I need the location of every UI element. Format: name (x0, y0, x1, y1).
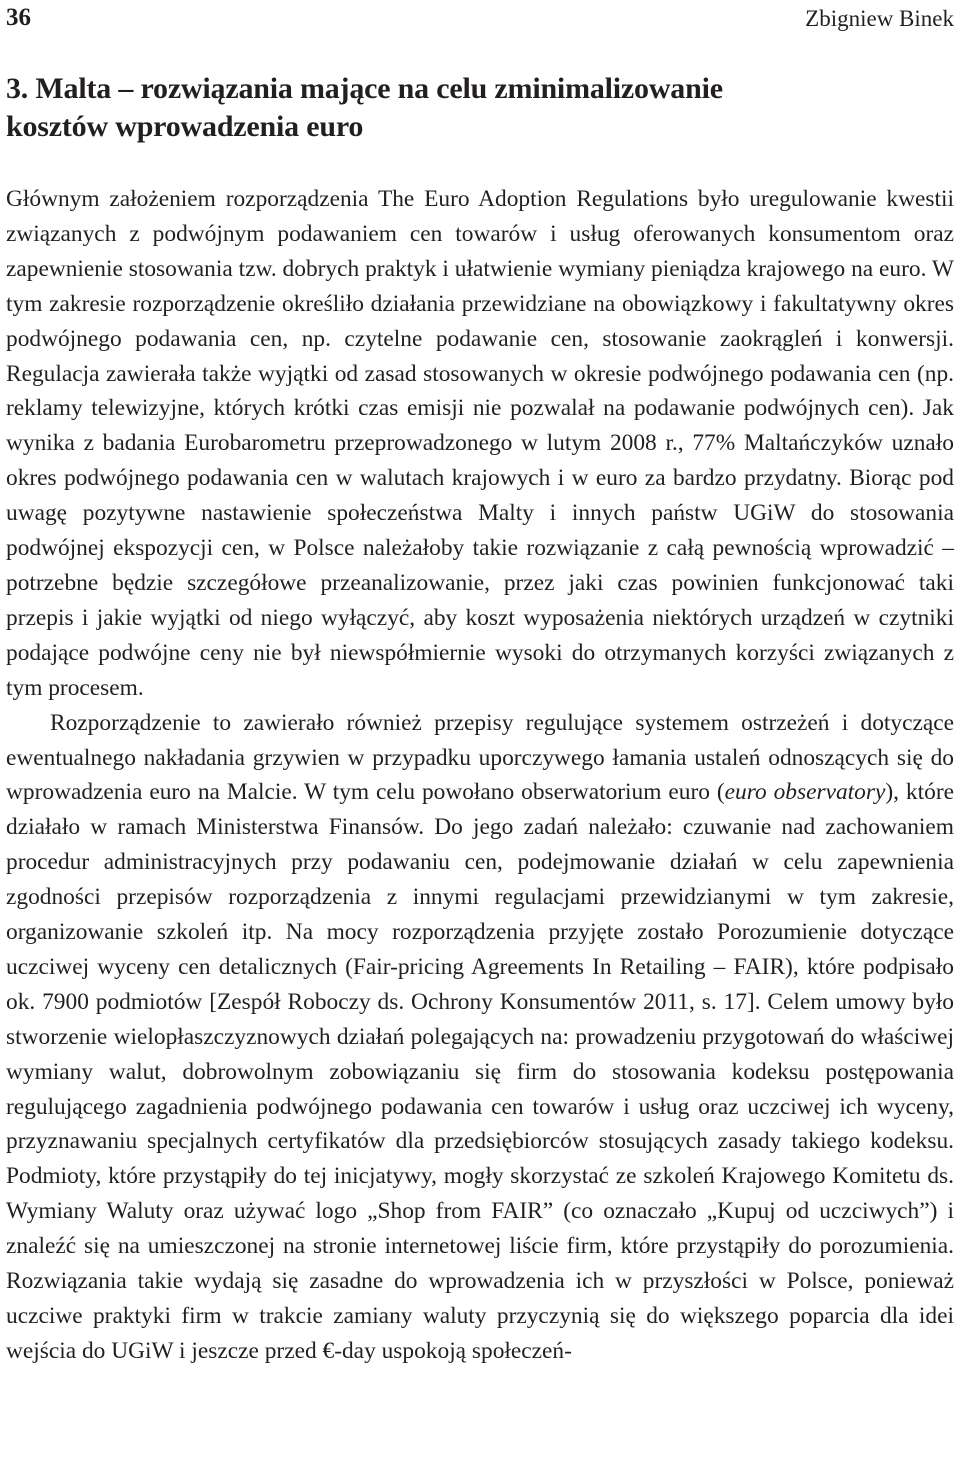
running-head (6, 0, 954, 38)
paragraph-2-part-1: Rozporządzenie to zawierało również przepisy regulujące systemem ostrzeżeń i dotyczące ewentualnego nakładania grzywien w przypadku uporczywego łamania ustaleń odnoszących się do wprowadzenia euro na Malcie. W tym celu powołano obserwatorium euro ( (6, 709, 954, 806)
section-heading-line-2: kosztów wprowadzenia euro (6, 110, 364, 143)
document-page (6, 0, 954, 1369)
paragraph-2-italic-term: euro observatory (724, 779, 886, 806)
body-text (6, 182, 954, 1369)
paragraph-2-part-2: ), które działało w ramach Ministerstwa Finansów. Do jego zadań należało: czuwanie nad zachowaniem procedur administracyjnych przy podawaniu cen, podejmowanie działań w celu zapewnienia zgodności przepisów rozporządzenia z innymi regulacjami przewidzianymi w tym zakresie, organizowanie szkoleń itp. Na mocy rozporządzenia przyjęte zostało Porozumienie dotyczące uczciwej wyceny cen detalicznych (Fair-pricing Agreements In Retailing – FAIR), które podpisało ok. 7900 podmiotów [Zespół Roboczy ds. Ochrony Konsumentów 2011, s. 17]. Celem umowy było stworzenie wielopłaszczyznowych działań polegających na: prowadzeniu przygotowań do właściwej wymiany walut, dobrowolnym zobowiązaniu się firm do stosowania kodeksu postępowania regulującego zagadnienia podwójnego podawania cen towarów i usług oraz uczciwej ich wyceny, przyznawaniu specjalnych certyfikatów dla przedsiębiorców stosujących zasady takiego kodeksu. Podmioty, które przystąpiły do tej inicjatywy, mogły skorzystać ze szkoleń Krajowego Komitetu ds. Wymiany Waluty oraz używać logo „Shop from FAIR” (co oznaczało „Kupuj od uczciwych”) i znaleźć się na umieszczonej na stronie internetowej liście firm, które przystąpiły do porozumienia. Rozwiązania takie wydają się zasadne do wprowadzenia ich w przyszłości w Polsce, ponieważ uczciwe praktyki firm w trakcie zamiany waluty przyczynią się do większego poparcia dla idei wejścia do UGiW i jeszcze przed €-day uspokoją społeczeń- (6, 779, 954, 1364)
section-heading-line-1: 3. Malta – rozwiązania mające na celu zminimalizowanie (6, 72, 723, 105)
paragraph-1: Głównym założeniem rozporządzenia The Euro Adoption Regulations było uregulowanie kwestii związanych z podwójnym podawaniem cen towarów i usług oferowanych konsumentom oraz zapewnienie stosowania tzw. dobrych praktyk i ułatwienie wymiany pieniądza krajowego na euro. W tym zakresie rozporządzenie określiło działania przewidziane na obowiązkowy i fakultatywny okres podwójnego podawania cen, np. czytelne podawanie cen, stosowanie zaokrągleń i konwersji. Regulacja zawierała także wyjątki od zasad stosowanych w okresie podwójnego podawania cen (np. reklamy telewizyjne, których krótki czas emisji nie pozwalał na podawanie podwójnych cen). Jak wynika z badania Eurobarometru przeprowadzonego w lutym 2008 r., 77% Maltańczyków uznało okres podwójnego podawania cen w walutach krajowych i w euro za bardzo przydatny. Biorąc pod uwagę pozytywne nastawienie społeczeństwa Malty i innych państw UGiW do stosowania podwójnej ekspozycji cen, w Polsce należałoby takie rozwiązanie z całą pewnością wprowadzić – potrzebne będzie szczegółowe przeanalizowanie, przez jaki czas powinien funkcjonować taki przepis i jakie wyjątki od niego wyłączyć, aby koszt wyposażenia niektórych urządzeń w czytniki podające podwójne ceny nie był niewspółmiernie wysoki do otrzymanych korzyści związanych z tym procesem. (6, 186, 954, 701)
running-head-author: Zbigniew Binek (805, 6, 954, 31)
paragraph-2 (6, 706, 954, 1369)
page-number: 36 (6, 4, 31, 31)
section-heading (6, 70, 954, 146)
